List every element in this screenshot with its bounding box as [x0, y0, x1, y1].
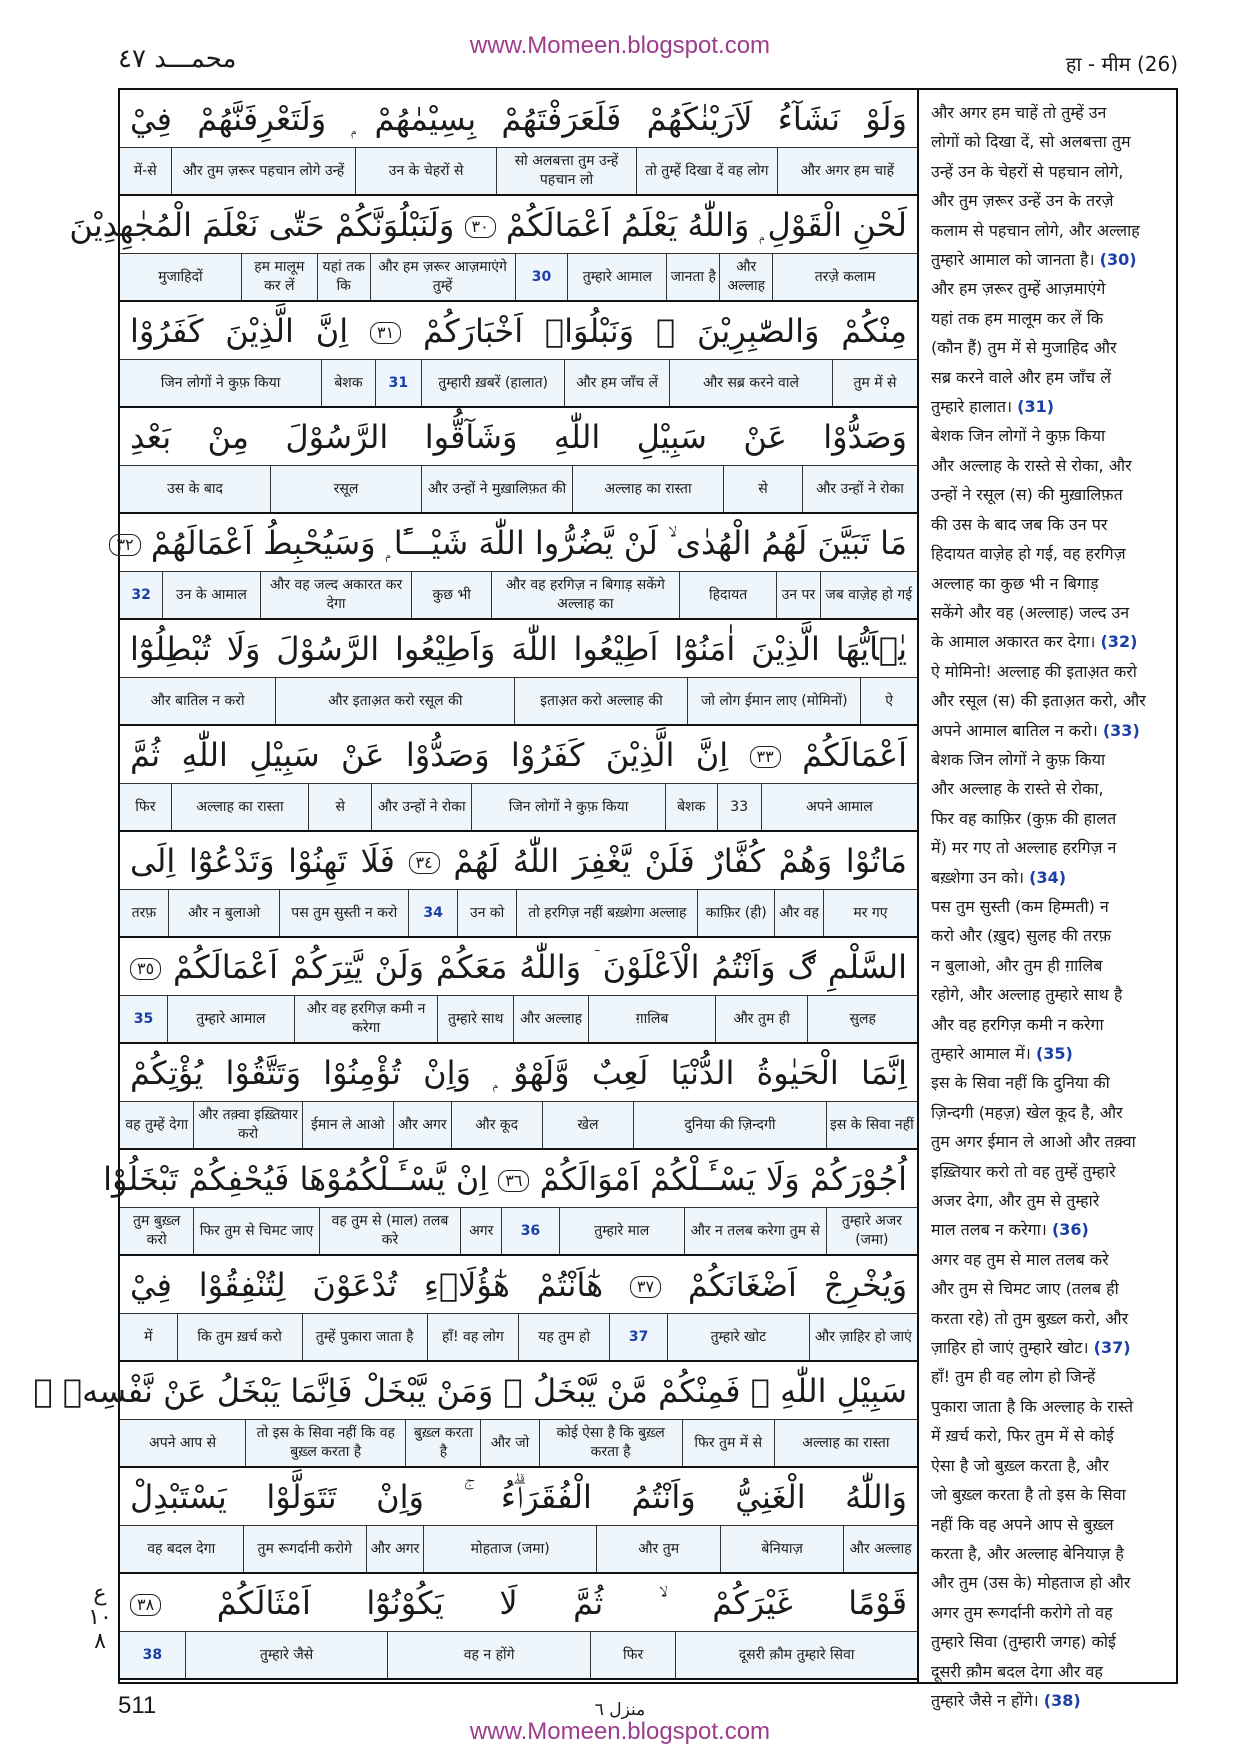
translation-line	[931, 127, 1170, 156]
word-meaning-cell: तो हरगिज़ नहीं बख़्शेगा अल्लाह	[516, 890, 697, 936]
word-meaning-cell: कुछ भी	[411, 572, 490, 618]
verse-number-marker: ٣٠	[465, 216, 496, 238]
word-meaning-cell: में-से	[133, 162, 157, 179]
word-meaning-cell: अल्लाह का रास्ता	[572, 466, 723, 512]
verse-number-cell: 30	[515, 254, 568, 300]
translation-text: सब्र करने वाले और हम जाँच लें	[931, 367, 1112, 387]
translation-row	[120, 890, 917, 938]
word-meaning-cell: तुम्हारे माल	[559, 1208, 684, 1254]
translation-text: दूसरी क़ौम बदल देगा और वह	[931, 1661, 1103, 1681]
word-meaning-cell: कि तुम ख़र्च करो	[177, 1314, 302, 1360]
translation-text: में ख़र्च करो, फिर तुम में से कोई	[931, 1426, 1114, 1446]
verse-number-cell: 34	[408, 890, 457, 936]
translation-text: (कौन हैं) तुम में से मुजाहिद और	[931, 338, 1117, 358]
translation-line	[931, 1098, 1170, 1127]
verse-number-marker: ٣٣	[750, 746, 781, 768]
arabic-line	[120, 620, 917, 678]
translation-line	[931, 1304, 1170, 1333]
word-meaning-cell: और वह जल्द अकारत कर देगा	[260, 572, 412, 618]
translation-line	[931, 1480, 1170, 1509]
word-meaning-cell: अल्लाह का रास्ता	[171, 784, 309, 830]
translation-line	[931, 921, 1170, 950]
arabic-text: مَاتُوْا وَهُمْ كُفَّارٌ فَلَنْ يَّغْفِرَ اللّٰهُ لَهُمْ	[453, 842, 908, 880]
word-meaning-cell: इस के सिवा नहीं	[826, 1102, 917, 1148]
word-meaning-cell: जिन लोगों ने कुफ़ किया	[160, 374, 281, 391]
verse-number-marker: ٣٦	[498, 1170, 529, 1192]
translation-text: उन्हें उन के चेहरों से पहचान लोगे,	[931, 161, 1124, 181]
translation-line	[931, 980, 1170, 1009]
translation-line	[931, 1598, 1170, 1627]
arabic-line	[120, 1468, 917, 1526]
translation-text: करता है, और अल्लाह बेनियाज़ है	[931, 1543, 1124, 1563]
translation-text: लोगों को दिखा दें, सो अलबत्ता तुम	[931, 132, 1131, 152]
word-meaning-cell: और कूद	[451, 1102, 542, 1148]
translation-text: में) मर गए तो अल्लाह हरगिज़ न	[931, 838, 1117, 858]
word-meaning-cell: और जो	[480, 1420, 538, 1466]
translation-line	[931, 1539, 1170, 1568]
word-meaning-cell: मोहताज (जमा)	[423, 1526, 596, 1572]
arabic-line	[120, 302, 917, 360]
word-meaning-cell: वह बदल देगा	[147, 1540, 216, 1557]
verse-number-marker: ٣٢	[109, 534, 140, 556]
translation-text: उन्हों ने रसूल (स) की मुख़ालिफ़त	[931, 485, 1123, 505]
translation-line	[931, 1333, 1170, 1362]
translation-line	[931, 216, 1170, 245]
translation-text: और वह हरगिज़ कमी न करेगा	[931, 1014, 1104, 1034]
translation-line	[931, 1010, 1170, 1039]
verse-number: (37)	[1093, 1338, 1131, 1358]
translation-text: अपने आमाल बातिल न करो।	[931, 720, 1098, 740]
word-meaning-cell: बेनियाज़	[720, 1526, 844, 1572]
word-meaning-cell: दुनिया की ज़िन्दगी	[633, 1102, 826, 1148]
verse-number: (34)	[1029, 867, 1067, 887]
word-meaning-cell: तुम्हारे जैसे	[185, 1632, 388, 1678]
word-meaning-cell: सो अलबत्ता तुम उन्हें पहचान लो	[496, 148, 636, 194]
arabic-text: اِنْ يَّسْـَٔـلْكُمُوْهَا فَيُحْفِكُمْ تَبْخَلُوْا	[103, 1160, 489, 1198]
word-meaning-cell: उन को	[457, 890, 516, 936]
translation-line	[931, 1362, 1170, 1391]
word-meaning-cell: खेल	[542, 1102, 633, 1148]
translation-line	[931, 1245, 1170, 1274]
word-meaning-cell: तुम में से	[832, 360, 917, 406]
translation-text: और अल्लाह के रास्ते से रोका, और	[931, 455, 1132, 475]
translation-line	[931, 1657, 1170, 1686]
word-meaning-cell: हाँ! वह लोग	[427, 1314, 518, 1360]
ruku-count: ٨	[94, 1629, 106, 1654]
translation-line	[931, 1157, 1170, 1186]
arabic-text: فَلَا تَهِنُوْا وَتَدْعُوْٓا اِلَى	[130, 842, 395, 880]
translation-row	[120, 1208, 917, 1256]
word-meaning-cell: और अल्लाह	[513, 996, 588, 1042]
translation-text: बेशक जिन लोगों ने कुफ़ किया	[931, 749, 1106, 769]
word-meaning-cell: ऐ	[860, 678, 917, 724]
translation-text: और तुम (उस के) मोहताज हो और	[931, 1573, 1131, 1593]
arabic-text: وَصَدُّوْا عَنْ سَبِيْلِ اللّٰهِ وَشَآقُّوا الرَّسُوْلَ مِنْ بَعْدِ	[130, 418, 907, 456]
word-meaning-cell: तुम रूगर्दानी करोगे	[243, 1526, 367, 1572]
verse-number-cell: 31	[375, 360, 421, 406]
translation-row	[120, 1632, 917, 1680]
translation-line	[931, 1186, 1170, 1215]
translation-line	[931, 304, 1170, 333]
arabic-text: وَيُخْرِجْ اَضْغَانَكُمْ	[687, 1266, 908, 1304]
translation-text: कलाम से पहचान लोगे, और अल्लाह	[931, 220, 1140, 240]
translation-text: करता रहे) तो तुम बुख़्ल करो, और	[931, 1308, 1129, 1328]
translation-text: अगर वह तुम से माल तलब करे	[931, 1249, 1109, 1269]
word-meaning-cell: और उन्हों ने मुख़ालिफ़त की	[421, 466, 572, 512]
site-url-top[interactable]: www.Momeen.blogspot.com	[469, 32, 771, 59]
translation-line	[931, 480, 1170, 509]
word-meaning-cell: फिर	[135, 798, 156, 815]
translation-row	[120, 784, 917, 832]
translation-text: बेशक जिन लोगों ने कुफ़ किया	[931, 426, 1106, 446]
word-meaning-cell: ईमान ले आओ	[302, 1102, 393, 1148]
word-meaning-cell: से	[723, 466, 802, 512]
arabic-line	[120, 832, 917, 890]
surah-title: محمـــد ٤٧	[118, 44, 237, 74]
verse-number-marker: ٣٧	[630, 1276, 661, 1298]
translation-line	[931, 804, 1170, 833]
translation-line	[931, 1627, 1170, 1656]
arabic-text: اِنَّمَا الْحَيٰوةُ الدُّنْيَا لَعِبٌ وَّلَهْوٌ ۭ وَاِنْ تُؤْمِنُوْا وَتَتَّقُوْا يُؤْتِكُمْ	[130, 1054, 907, 1092]
translation-line	[931, 539, 1170, 568]
translation-row	[120, 572, 917, 620]
part-title: हा - मीम (26)	[1065, 52, 1178, 76]
word-meaning-cell: और अल्लाह	[719, 254, 772, 300]
translation-text: अजर देगा, और तुम से तुम्हारे	[931, 1191, 1100, 1211]
word-meaning-cell: उस के बाद	[167, 480, 223, 497]
word-meaning-cell: 33	[717, 784, 761, 830]
translation-text: और हम ज़रूर तुम्हें आज़माएंगे	[931, 279, 1106, 299]
arabic-text: يٰۗاَيُّهَا الَّذِيْنَ اٰمَنُوْٓا اَطِيْعُوا اللّٰهَ وَاَطِيْعُوا الرَّسُوْلَ وَلَا تُبْطِلُوْٓا	[130, 630, 907, 668]
translation-text: रहोगे, और अल्लाह तुम्हारे साथ है	[931, 985, 1123, 1005]
arabic-line	[120, 938, 917, 996]
arabic-text: سَبِيْلِ اللّٰهِ ۚ فَمِنْكُمْ مَّنْ يَّبْخَلُ ۚ وَمَنْ يَّبْخَلْ فَاِنَّمَا يَبْخَلُ عَنْ نَّفْسِهٖ ۭ	[33, 1372, 907, 1410]
translation-line	[931, 1392, 1170, 1421]
word-meaning-cell: मर गए	[823, 890, 917, 936]
word-meaning-cell: और इताअ़त करो रसूल की	[275, 678, 514, 724]
translation-line	[931, 98, 1170, 127]
word-meaning-cell: वह तुम्हें देगा	[125, 1116, 189, 1133]
word-meaning-cell: और हम ज़रूर आज़माएंगे तुम्हें	[370, 254, 515, 300]
word-meaning-cell: तो इस के सिवा नहीं कि वह बुख़्ल करता है	[245, 1420, 405, 1466]
page-number: 511	[118, 1692, 157, 1719]
word-meaning-cell: ग़ालिब	[588, 996, 715, 1042]
word-meaning-cell: इताअ़त करो अल्लाह की	[514, 678, 687, 724]
translation-line	[931, 863, 1170, 892]
word-meaning-cell: और न बुलाओ	[168, 890, 280, 936]
translation-row	[120, 1102, 917, 1150]
word-meaning-cell: और वह हरगिज़ न बिगाड़ सकेंगे अल्लाह का	[491, 572, 679, 618]
translation-line	[931, 716, 1170, 745]
arabic-line	[33, 1362, 917, 1420]
translation-line	[931, 833, 1170, 862]
word-meaning-cell: तुम्हारी ख़बरें (हालात)	[421, 360, 565, 406]
ruku-letter: ع	[93, 1581, 107, 1606]
translation-line	[931, 1215, 1170, 1244]
arabic-text: قَوْمًا غَيْرَكُمْ ۙ ثُمَّ لَا يَكُوْنُوْٓا اَمْثَالَكُمْ	[216, 1584, 908, 1622]
word-meaning-cell: तरज़े कलाम	[772, 254, 917, 300]
verse-number-marker: ٣٥	[130, 958, 161, 980]
word-meaning-cell: दूसरी क़ौम तुम्हारे सिवा	[675, 1632, 917, 1678]
translation-line	[931, 421, 1170, 450]
word-meaning-cell: तुम्हारे आमाल	[567, 254, 666, 300]
verse-number-marker: ٣٨	[130, 1594, 161, 1616]
verse-number: (32)	[1100, 632, 1138, 652]
translation-line	[931, 745, 1170, 774]
translation-line	[931, 598, 1170, 627]
word-meaning-cell: और तुम ही	[715, 996, 807, 1042]
word-meaning-cell: अल्लाह का रास्ता	[774, 1420, 917, 1466]
arabic-line	[120, 1574, 917, 1632]
word-meaning-cell: और न तलब करेगा तुम से	[684, 1208, 826, 1254]
word-meaning-cell: रसूल	[270, 466, 421, 512]
translation-text: ऐ मोमिनो! अल्लाह की इताअ़त करो	[931, 661, 1137, 681]
word-meaning-cell: तुम्हारे आमाल	[167, 996, 294, 1042]
translation-line	[931, 657, 1170, 686]
translation-text: तुम्हारे जैसे न होंगे।	[931, 1690, 1039, 1710]
translation-text: हिदायत वाज़ेह हो गई, वह हरगिज़	[931, 544, 1126, 564]
arabic-line	[69, 196, 917, 254]
word-meaning-cell: तुम्हारे साथ	[437, 996, 512, 1042]
translation-row	[120, 254, 917, 302]
word-meaning-cell: काफ़िर (ही)	[697, 890, 774, 936]
translation-text: माल तलब न करेगा।	[931, 1220, 1047, 1240]
arabic-line	[120, 1256, 917, 1314]
translation-text: और रसूल (स) की इताअ़त करो, और	[931, 691, 1146, 711]
verse-number: (38)	[1043, 1690, 1081, 1710]
translation-line	[931, 186, 1170, 215]
translation-text: इख़्तियार करो तो वह तुम्हें तुम्हारे	[931, 1161, 1116, 1181]
translation-line	[931, 774, 1170, 803]
translation-text: पस तुम सुस्ती (कम हिम्मती) न	[931, 896, 1109, 916]
translation-text: तुम्हारे आमाल को जानता है।	[931, 250, 1095, 270]
word-meaning-cell: यहां तक कि	[317, 254, 370, 300]
translation-text: और तुम ज़रूर उन्हें उन के तरज़े	[931, 191, 1114, 211]
translation-row	[120, 996, 917, 1044]
arabic-text: اُجُوْرَكُمْ وَلَا يَسْـَٔـلْكُمْ اَمْوَالَكُمْ	[539, 1160, 907, 1198]
translation-text: की उस के बाद जब कि उन पर	[931, 514, 1108, 534]
word-meaning-cell: तुम्हारे अजर (जमा)	[826, 1208, 917, 1254]
verse-number-marker: ٣٤	[409, 852, 440, 874]
verse-number: (33)	[1102, 720, 1140, 740]
word-meaning-cell: तरफ़	[131, 904, 157, 921]
verse-number: (36)	[1051, 1220, 1089, 1240]
translation-text: ऐसा है जो बुख़्ल करता है, और	[931, 1455, 1109, 1475]
translation-text: और अगर हम चाहें तो तुम्हें उन	[931, 103, 1107, 122]
translation-text: हाँ! तुम ही वह लोग हो जिन्हें	[931, 1367, 1096, 1387]
translation-text: तुम अगर ईमान ले आओ और तक़्वा	[931, 1132, 1136, 1152]
word-meaning-cell: बेशक	[665, 784, 717, 830]
arabic-text: وَلَنَبْلُوَنَّكُمْ حَتّٰى نَعْلَمَ الْمُجٰهِدِيْنَ	[69, 206, 455, 244]
word-meaning-cell: तो तुम्हें दिखा दें वह लोग	[636, 148, 776, 194]
word-meaning-cell: जिन लोगों ने कुफ़ किया	[471, 784, 664, 830]
arabic-text: وَلَوْ نَشَآءُ لَاَرَيْنٰكَهُمْ فَلَعَرَفْتَهُمْ بِسِيْمٰهُمْ ۭ وَلَتَعْرِفَنَّهُمْ فِيْ	[130, 100, 907, 138]
word-meaning-cell: से	[308, 784, 371, 830]
translation-row	[120, 1420, 917, 1468]
arabic-line	[120, 726, 917, 784]
translation-line	[931, 1451, 1170, 1480]
word-meaning-cell: वह न होंगे	[387, 1632, 590, 1678]
word-meaning-cell: और अगर	[393, 1102, 451, 1148]
translation-line	[931, 1421, 1170, 1450]
arabic-text: مَا تَبَيَّنَ لَهُمُ الْهُدٰى ۙ لَنْ يَّضُرُّوا اللّٰهَ شَيْـــًٔا ۭ وَسَيُحْبِطُ اَعْمَالَهُمْ	[150, 524, 907, 562]
verse-number: (31)	[1017, 397, 1055, 417]
word-meaning-cell: उन के आमाल	[162, 572, 259, 618]
word-meaning-cell: उन के चेहरों से	[355, 148, 495, 194]
translation-line	[931, 1068, 1170, 1097]
word-meaning-cell: बुख़्ल करता है	[405, 1420, 480, 1466]
translation-line	[931, 1568, 1170, 1597]
translation-text: बख़्शेगा उन को।	[931, 867, 1025, 887]
translation-line	[931, 951, 1170, 980]
translation-line	[931, 510, 1170, 539]
translation-text: फिर वह काफ़िर (कुफ़ की हालत	[931, 808, 1117, 828]
arabic-text: السَّلْمِ ڰ وَاَنْتُمُ الْاَعْلَوْنَ ۤ وَاللّٰهُ مَعَكُمْ وَلَنْ يَّتِرَكُمْ اَعْمَالَكُمْ	[173, 948, 908, 986]
verse-number-cell: 38	[142, 1646, 163, 1663]
translation-text: के आमाल अकारत कर देगा।	[931, 632, 1096, 652]
verse-number-cell: 35	[133, 1010, 154, 1027]
translation-text: अल्लाह का कुछ भी न बिगाड़	[931, 573, 1099, 593]
word-meaning-cell: अपने आप से	[149, 1434, 217, 1451]
translation-line	[931, 1127, 1170, 1156]
verse-number-cell: 32	[131, 586, 151, 603]
translation-line	[931, 363, 1170, 392]
word-meaning-cell: और हम जाँच लें	[564, 360, 669, 406]
word-meaning-cell: यह तुम हो	[518, 1314, 609, 1360]
word-meaning-cell: जब वाज़ेह हो गई	[820, 572, 917, 618]
word-meaning-cell: जानता है	[666, 254, 719, 300]
translation-text: इस के सिवा नहीं कि दुनिया की	[931, 1073, 1110, 1093]
verse-number-marker: ٣١	[370, 322, 401, 344]
word-meaning-cell: उन पर	[776, 572, 819, 618]
word-meaning-cell: तुम्हारे खोट	[667, 1314, 809, 1360]
word-meaning-cell: फिर	[590, 1632, 675, 1678]
word-meaning-cell: और तक़्वा इख़्तियार करो	[193, 1102, 301, 1148]
arabic-text: لَحْنِ الْقَوْلِ ۭ وَاللّٰهُ يَعْلَمُ اَعْمَالَكُمْ	[505, 206, 907, 244]
translation-row	[120, 148, 917, 196]
translation-line	[931, 569, 1170, 598]
translation-line	[931, 627, 1170, 656]
word-meaning-cell: हम मालूम कर लें	[241, 254, 317, 300]
word-meaning-cell: मुजाहिदों	[158, 268, 203, 285]
site-url-bottom[interactable]: www.Momeen.blogspot.com	[469, 1718, 771, 1745]
translation-line	[931, 157, 1170, 186]
translation-line	[931, 245, 1170, 274]
translation-text: तुम्हारे सिवा (तुम्हारी जगह) कोई	[931, 1632, 1116, 1652]
translation-text: और अल्लाह के रास्ते से रोका,	[931, 779, 1104, 799]
translation-row	[120, 360, 917, 408]
word-meaning-cell: कोई ऐसा है कि बुख़्ल करता है	[539, 1420, 682, 1466]
translation-text: करो और (ख़ुद) सुलह की तरफ़	[931, 926, 1111, 946]
word-meaning-cell: और उन्हों ने रोका	[802, 466, 917, 512]
arabic-line	[120, 408, 917, 466]
arabic-text: هٰٓاَنْتُمْ هٰٓؤُلَاۗءِ تُدْعَوْنَ لِتُنْفِقُوْا فِيْ	[130, 1266, 604, 1304]
translation-row	[120, 1314, 917, 1362]
word-meaning-cell: और वह	[774, 890, 823, 936]
translation-row	[120, 1526, 917, 1574]
arabic-text: مِنْكُمْ وَالصّٰبِرِيْنَ ۙ وَنَبْلُوَا۟ اَخْبَارَكُمْ	[423, 312, 908, 350]
translation-text: तुम्हारे हालात।	[931, 397, 1013, 417]
arabic-text: اَعْمَالَكُمْ	[802, 736, 908, 774]
word-meaning-cell: जो लोग ईमान लाए (मोमिनों)	[687, 678, 860, 724]
translation-line	[931, 892, 1170, 921]
translation-line	[931, 1274, 1170, 1303]
translation-text: अगर तुम रूगर्दानी करोगे तो वह	[931, 1602, 1113, 1622]
word-meaning-cell: और ज़ाहिर हो जाएं	[809, 1314, 917, 1360]
word-meaning-cell: हिदायत	[679, 572, 776, 618]
word-meaning-cell: और तुम ज़रूर पहचान लोगे उन्हें	[171, 148, 356, 194]
translation-line	[931, 274, 1170, 303]
word-meaning-cell: और तुम	[596, 1526, 720, 1572]
word-meaning-cell: और अल्लाह	[843, 1526, 917, 1572]
word-meaning-cell: अगर	[460, 1208, 501, 1254]
word-meaning-cell: सुलह	[807, 996, 917, 1042]
word-meaning-cell: अपने आमाल	[761, 784, 917, 830]
word-meaning-cell: और सब्र करने वाले	[669, 360, 832, 406]
arabic-text: اِنَّ الَّذِيْنَ كَفَرُوْا	[130, 312, 349, 350]
word-meaning-cell: और बातिल न करो	[150, 692, 245, 709]
word-meaning-cell: और उन्हों ने रोका	[371, 784, 471, 830]
verse-number: (30)	[1099, 250, 1137, 270]
manzil-label: منزل ٦	[594, 1700, 646, 1720]
translation-text: यहां तक हम मालूम कर लें कि	[931, 308, 1104, 328]
word-meaning-cell: में	[144, 1328, 153, 1345]
word-meaning-cell: पस तुम सुस्ती न करो	[279, 890, 408, 936]
translation-text: ज़िन्दगी (महज़) खेल कूद है, और	[931, 1102, 1123, 1122]
word-meaning-cell: वह तुम से (माल) तलब करे	[319, 1208, 461, 1254]
word-meaning-cell: तुम बुख़्ल करो	[133, 1213, 181, 1248]
translation-text: पुकारा जाता है कि अल्लाह के रास्ते	[931, 1396, 1134, 1416]
word-meaning-cell: फिर तुम से चिमट जाए	[193, 1208, 318, 1254]
translation-text: ज़ाहिर हो जाएं तुम्हारे खोट।	[931, 1338, 1089, 1358]
translation-row	[120, 466, 917, 514]
arabic-line	[116, 514, 917, 572]
translation-row	[120, 678, 917, 726]
translation-line	[931, 333, 1170, 362]
translation-line	[931, 686, 1170, 715]
verse-number-cell: 36	[501, 1208, 559, 1254]
word-meaning-cell: तुम्हें पुकारा जाता है	[302, 1314, 427, 1360]
arabic-line	[120, 90, 917, 148]
arabic-line	[120, 1044, 917, 1102]
word-meaning-cell: और वह हरगिज़ कमी न करेगा	[294, 996, 438, 1042]
translation-text: सकेंगे और वह (अल्लाह) जल्द उन	[931, 602, 1130, 622]
arabic-text: وَاللّٰهُ الْغَنِيُّ وَاَنْتُمُ الْفُقَرَاۗءُ ۚ وَاِنْ تَتَوَلَّوْا يَسْتَبْدِلْ	[130, 1478, 907, 1516]
ruku-number: ١٠	[88, 1605, 112, 1630]
translation-line	[931, 451, 1170, 480]
verse-number: (35)	[1035, 1044, 1073, 1063]
translation-column	[921, 90, 1176, 1710]
ruku-mark	[86, 1582, 114, 1654]
arabic-line	[103, 1150, 917, 1208]
translation-line	[931, 392, 1170, 421]
word-meaning-cell: और अगर	[366, 1526, 423, 1572]
translation-text: जो बुख़्ल करता है तो इस के सिवा	[931, 1485, 1126, 1505]
translation-line	[931, 1039, 1170, 1068]
verse-number-cell: 37	[609, 1314, 667, 1360]
word-meaning-cell: बेशक	[321, 360, 375, 406]
translation-line	[931, 1510, 1170, 1539]
word-meaning-cell: और अगर हम चाहें	[777, 148, 917, 194]
translation-text: और तुम से चिमट जाए (तलब ही	[931, 1279, 1119, 1299]
word-meaning-cell: फिर तुम में से	[682, 1420, 774, 1466]
arabic-text: اِنَّ الَّذِيْنَ كَفَرُوْا وَصَدُّوْا عَنْ سَبِيْلِ اللّٰهِ ثُمَّ	[130, 736, 729, 774]
translation-text: न बुलाओ, और तुम ही ग़ालिब	[931, 955, 1103, 975]
translation-text: तुम्हारे आमाल में।	[931, 1044, 1031, 1063]
translation-text: नहीं कि वह अपने आप से बुख़्ल	[931, 1514, 1114, 1534]
